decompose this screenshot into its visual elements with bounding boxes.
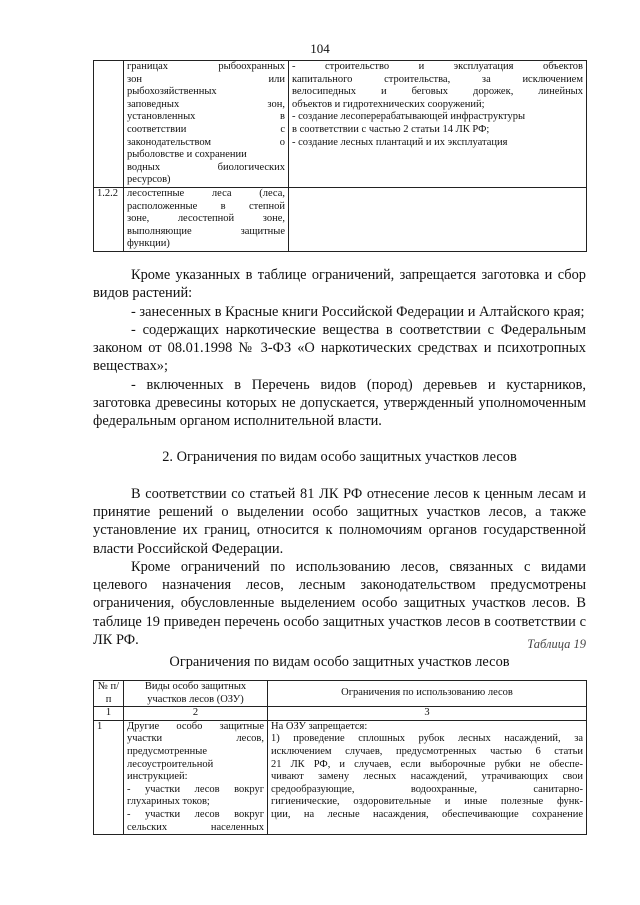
cell-line: установленных в bbox=[127, 111, 285, 123]
cell-line: Другие особо защитные bbox=[127, 720, 264, 732]
table-row bbox=[94, 61, 587, 188]
cell-line: На ОЗУ запрещается: bbox=[271, 720, 368, 732]
cell-line: соответствии с bbox=[127, 123, 285, 135]
cell-line: рыболовстве и сохранении bbox=[127, 149, 247, 161]
cell-line: гигиенические, оздоровительные и иные полезные функ- bbox=[271, 796, 583, 808]
column-number: 3 bbox=[268, 707, 587, 721]
table-header-row bbox=[94, 681, 587, 707]
cell-line: законодательством о bbox=[127, 136, 285, 148]
cell-line: объектов и гидротехнических сооружений; bbox=[292, 98, 485, 110]
cell-line: лесостепные леса (леса, bbox=[127, 187, 285, 199]
cell-line: - участки лесов вокруг bbox=[127, 783, 264, 795]
table-row bbox=[94, 187, 587, 251]
cell-line: в соответствии с частью 2 статьи 14 ЛК РФ; bbox=[292, 123, 490, 135]
row-number-cell: 1.2.2 bbox=[94, 187, 124, 251]
cell-line: - участки лесов вокруг bbox=[127, 808, 264, 820]
paragraph-table-19-intro: Кроме ограничений по использованию лесов, связанных с видами целевого назначения лесов, лесным законодательством предусмотрены ограничения, обусловленные выделением особо защитных участков лесов. В таблице 19 приведен перечень особо защитных участков лесов в соответствии с ЛК РФ. bbox=[93, 559, 586, 648]
cell-line: заповедных зон, bbox=[127, 98, 285, 110]
cell-line: участки лесов, bbox=[127, 733, 264, 745]
top-table-continuation bbox=[93, 60, 587, 252]
ozu-type-cell bbox=[124, 187, 289, 251]
list-item-narcotic: - содержащих наркотические вещества в соответствии с Федеральным законом от 08.01.1998 № 3-ФЗ «О наркотических средствах и психотропных веществах»; bbox=[93, 322, 586, 375]
header-number: № п/п bbox=[94, 681, 124, 707]
cell-line: выполняющие защитные bbox=[127, 225, 285, 237]
cell-line: чивают замену лесных насаждений, утрачивающих свои bbox=[271, 771, 583, 783]
ozu-type-cell bbox=[124, 61, 289, 188]
table-column-number-row bbox=[94, 707, 587, 721]
cell-line: ции, на лесные насаждения, обеспечивающие сохранение bbox=[271, 808, 583, 820]
list-item-red-books: - занесенных в Красные книги Российской Федерации и Алтайского края; bbox=[131, 304, 585, 320]
row-number-cell: 1 bbox=[94, 720, 124, 834]
row-number-cell bbox=[94, 61, 124, 188]
cell-line: средообразующие, водоохранные, санитарно- bbox=[271, 783, 583, 795]
cell-line: лесоустроительной bbox=[127, 758, 214, 770]
cell-line: капитального строительства, за исключением bbox=[292, 73, 583, 85]
cell-line: зоне, лесостепной зоне, bbox=[127, 213, 285, 225]
cell-line: предусмотренные bbox=[127, 745, 207, 757]
cell-line: сельских населенных bbox=[127, 821, 264, 833]
section-heading: 2. Ограничения по видам особо защитных участков лесов bbox=[162, 449, 517, 465]
cell-line: ресурсов) bbox=[127, 174, 171, 186]
cell-line: исключением случаев, предусмотренных частью 6 статьи bbox=[271, 745, 583, 757]
table-row bbox=[94, 720, 587, 834]
header-restrictions: Ограничения по использованию лесов bbox=[268, 681, 587, 707]
cell-line: - создание лесоперерабатывающей инфраструктуры bbox=[292, 111, 526, 123]
cell-line: зон или bbox=[127, 73, 285, 85]
header-ozu-type: Виды особо защитных участков лесов (ОЗУ) bbox=[124, 681, 268, 707]
cell-line: инструкцией: bbox=[127, 771, 188, 783]
table-caption: Таблица 19 bbox=[527, 637, 586, 651]
cell-line: велосипедных и беговых дорожек, линейных bbox=[292, 86, 583, 98]
cell-line: границах рыбоохранных bbox=[127, 61, 285, 72]
list-item-tree-list: - включенных в Перечень видов (пород) деревьев и кустарников, заготовка древесины которых не допускается, утвержденный уполномоченным федеральным органом исполнительной власти. bbox=[93, 377, 586, 430]
cell-line: глухариных токов; bbox=[127, 796, 210, 808]
cell-line: 1) проведение сплошных рубок лесных насаждений, за bbox=[271, 733, 583, 745]
restrictions-cell bbox=[289, 61, 587, 188]
paragraph-plant-restrictions: Кроме указанных в таблице ограничений, запрещается заготовка и сбор видов растений: bbox=[93, 267, 586, 302]
cell-line: функции) bbox=[127, 238, 170, 250]
cell-line: расположенные в степной bbox=[127, 200, 285, 212]
table-19 bbox=[93, 680, 587, 835]
paragraph-article-81: В соответствии со статьей 81 ЛК РФ отнесение лесов к ценным лесам и принятие решений о выделении особо защитных участков лесов, а также установление их границ, относится к полномочиям органов государственной власти Российской Федерации. bbox=[93, 486, 586, 557]
cell-line: - строительство и эксплуатация объектов bbox=[292, 61, 583, 72]
ozu-type-cell bbox=[124, 720, 268, 834]
column-number: 2 bbox=[124, 707, 268, 721]
cell-line: - создание лесных плантаций и их эксплуатация bbox=[292, 136, 508, 148]
restrictions-cell bbox=[268, 720, 587, 834]
page-number: 104 bbox=[310, 41, 330, 56]
table-title: Ограничения по видам особо защитных участков лесов bbox=[169, 654, 510, 670]
restrictions-cell bbox=[289, 187, 587, 251]
cell-line: рыбохозяйственных bbox=[127, 86, 217, 98]
cell-line: водных биологических bbox=[127, 161, 285, 173]
column-number: 1 bbox=[94, 707, 124, 721]
cell-line: 21 ЛК РФ, и случаев, если выборочные рубки не обеспе- bbox=[271, 758, 583, 770]
